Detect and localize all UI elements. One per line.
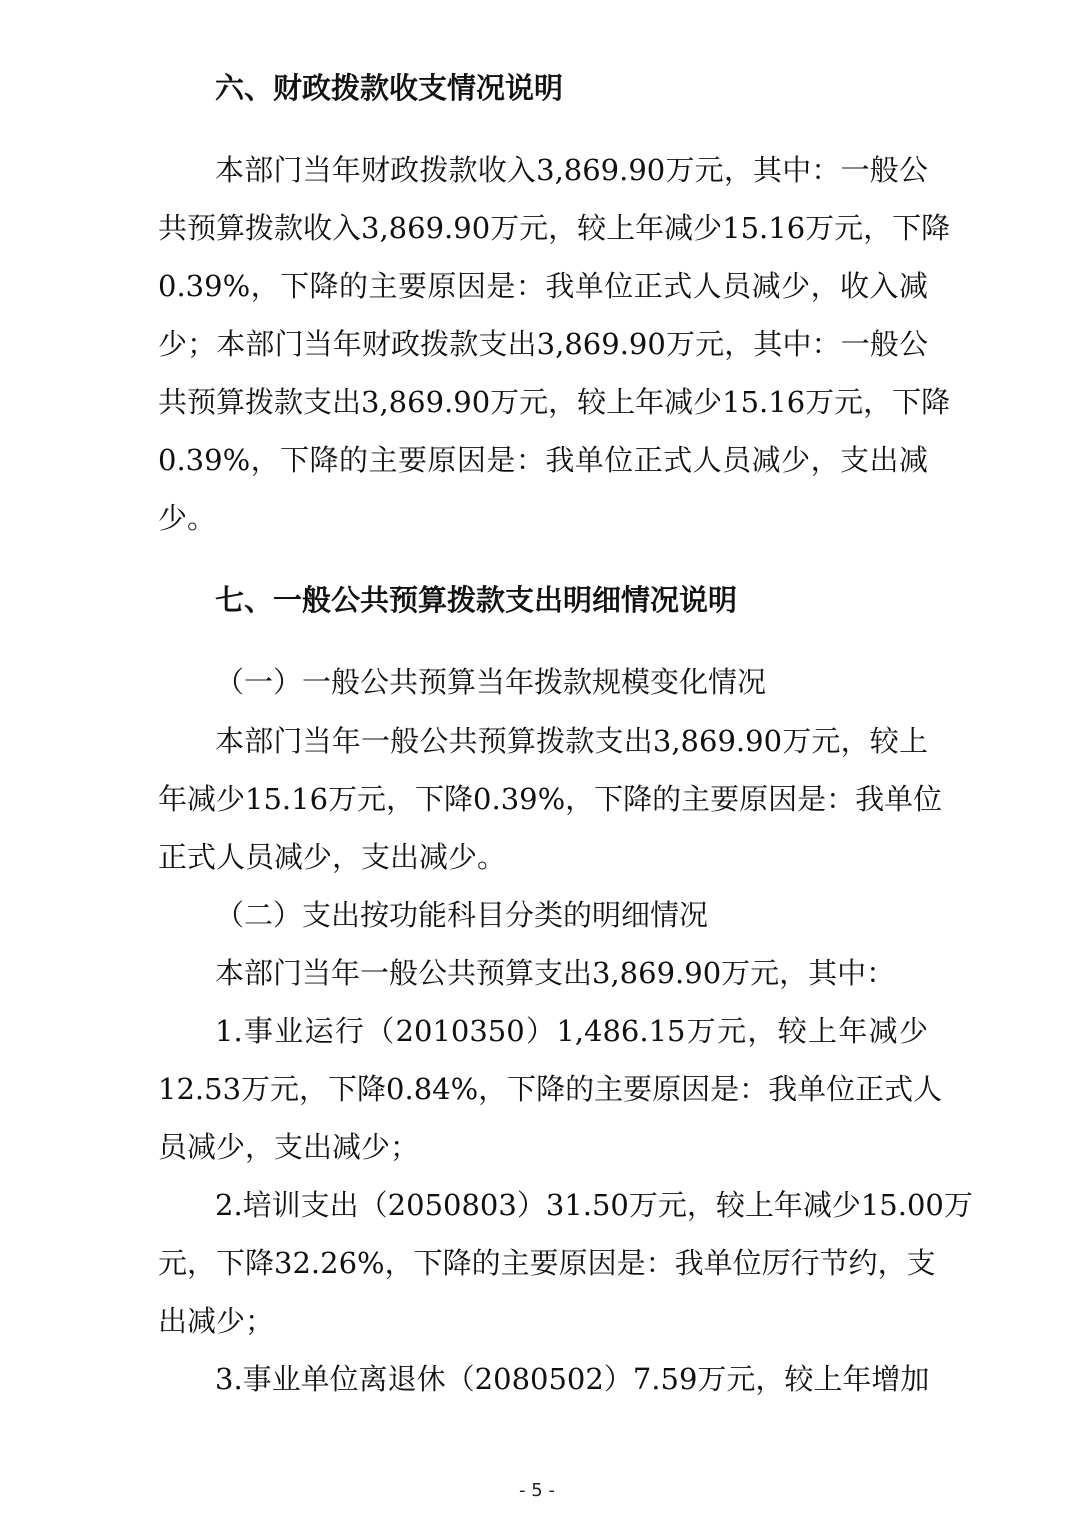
list-item-line: 12.53万元，下降0.84%，下降的主要原因是：我单位正式人 [158,1072,943,1106]
paragraph-line: 少。 [158,501,217,535]
subsection-title-1: （一）一般公共预算当年拨款规模变化情况 [215,665,767,699]
list-item-line: 员减少，支出减少； [158,1130,420,1164]
paragraph-line: 本部门当年一般公共预算支出3,869.90万元，其中： [215,956,896,990]
paragraph-line: 本部门当年财政拨款收入3,869.90万元，其中：一般公 [215,153,928,187]
paragraph-line: 年减少15.16万元，下降0.39%，下降的主要原因是：我单位 [158,782,943,816]
paragraph-line: 本部门当年一般公共预算拨款支出3,869.90万元，较上 [215,724,928,758]
section-heading-7: 七、一般公共预算拨款支出明细情况说明 [215,583,738,617]
section-heading-6: 六、财政拨款收支情况说明 [215,71,564,105]
list-item-line: 3.事业单位离退休（2080502）7.59万元，较上年增加 [215,1362,930,1396]
list-item-line: 2.培训支出（2050803）31.50万元，较上年减少15.00万 [215,1188,973,1222]
list-item-line: 1.事业运行（2010350）1,486.15万元，较上年减少 [215,1014,928,1048]
paragraph-line: 少；本部门当年财政拨款支出3,869.90万元，其中：一般公 [158,327,928,361]
paragraph-line: 0.39%，下降的主要原因是：我单位正式人员减少，支出减 [158,443,928,477]
paragraph-line: 共预算拨款支出3,869.90万元，较上年减少15.16万元，下降 [158,385,951,419]
paragraph-line: 共预算拨款收入3,869.90万元，较上年减少15.16万元，下降 [158,211,951,245]
paragraph-line: 正式人员减少，支出减少。 [158,840,507,874]
page-number: - 5 - [519,1480,555,1501]
list-item-line: 出减少； [158,1304,275,1338]
paragraph-line: 0.39%，下降的主要原因是：我单位正式人员减少，收入减 [158,269,928,303]
list-item-line: 元，下降32.26%，下降的主要原因是：我单位厉行节约，支 [158,1246,936,1280]
subsection-title-2: （二）支出按功能科目分类的明细情况 [215,898,709,932]
